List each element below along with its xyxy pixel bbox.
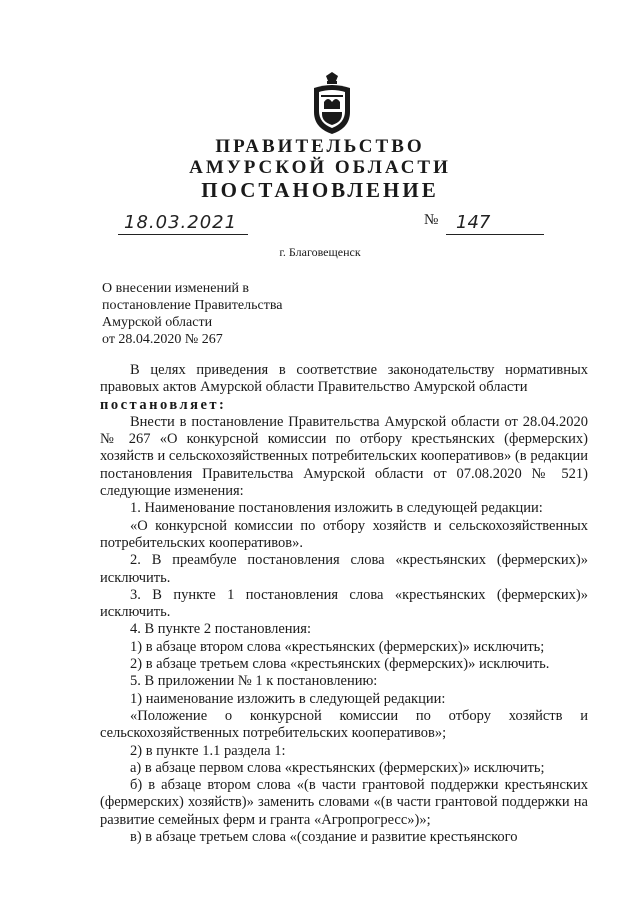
subject-line: О внесении изменений в [102, 281, 250, 296]
body-paragraph: 2) в пункте 1.1 раздела 1: [130, 742, 286, 759]
preamble-paragraph: В целях приведения в соответствие законодательству нормативных правовых актов Амурской области Правительство Амурской области [100, 362, 588, 396]
number-value: 147 [456, 212, 491, 233]
subject-block [102, 280, 282, 348]
document-body [100, 362, 588, 846]
body-paragraph: 2. В преамбуле постановления слова «крестьянских (фермерских)» исключить. [100, 552, 588, 586]
decrees-heading: постановляет: [100, 396, 227, 413]
coat-of-arms-emblem [308, 72, 356, 136]
number-label: № [424, 212, 439, 228]
date-field [118, 212, 248, 235]
body-paragraph: 5. В приложении № 1 к постановлению: [130, 673, 378, 690]
document-type-title: ПОСТАНОВЛЕНИЕ [201, 178, 439, 202]
subject-line: Амурской области [102, 315, 213, 330]
organization-title-line1: ПРАВИТЕЛЬСТВО [215, 136, 425, 157]
subject-line: постановление Правительства [102, 298, 283, 313]
organization-title-line2: АМУРСКОЙ ОБЛАСТИ [189, 157, 451, 178]
body-paragraph: 1) наименование изложить в следующей редакции: [130, 690, 446, 707]
body-paragraph: 3. В пункте 1 постановления слова «крестьянских (фермерских)» исключить. [100, 586, 588, 621]
number-field [446, 212, 544, 235]
body-paragraph: в) в абзаце третьем слова «(создание и развитие крестьянского [130, 829, 518, 846]
body-paragraph: «О конкурсной комиссии по отбору хозяйств и сельскохозяйственных потребительских кооперативов». [100, 517, 588, 551]
body-paragraph: 1) в абзаце втором слова «крестьянских (фермерских)» исключить; [130, 638, 545, 655]
body-paragraph: 1. Наименование постановления изложить в следующей редакции: [130, 500, 543, 517]
date-value: 18.03.2021 [124, 212, 238, 233]
body-paragraph: 2) в абзаце третьем слова «крестьянских (фермерских)» исключить. [130, 656, 550, 673]
body-paragraph: 4. В пункте 2 постановления: [130, 621, 312, 638]
subject-line: от 28.04.2020 № 267 [102, 332, 223, 347]
body-paragraph: Внести в постановление Правительства Амурской области от 28.04.2020 № 267 «О конкурсной комиссии по отбору крестьянских (фермерских) хозяйств и сельскохозяйственных потребительских кооперативов» (в редакции постановления Правительства Амурской области от 07.08.2020 № 521) следующие изменения: [100, 413, 588, 500]
body-paragraph: б) в абзаце втором слова «(в части грантовой поддержки крестьянских (фермерских) хозяйств)» заменить словами «(в части грантовой поддержки на развитие семейных ферм и гранта «Агропрогресс»)»; [100, 777, 588, 828]
city-line: г. Благовещенск [279, 245, 361, 259]
body-paragraph: «Положение о конкурсной комиссии по отбору хозяйств и сельскохозяйственных потребительских кооперативов»; [100, 707, 588, 742]
body-paragraph: а) в абзаце первом слова «крестьянских (фермерских)» исключить; [130, 759, 545, 776]
